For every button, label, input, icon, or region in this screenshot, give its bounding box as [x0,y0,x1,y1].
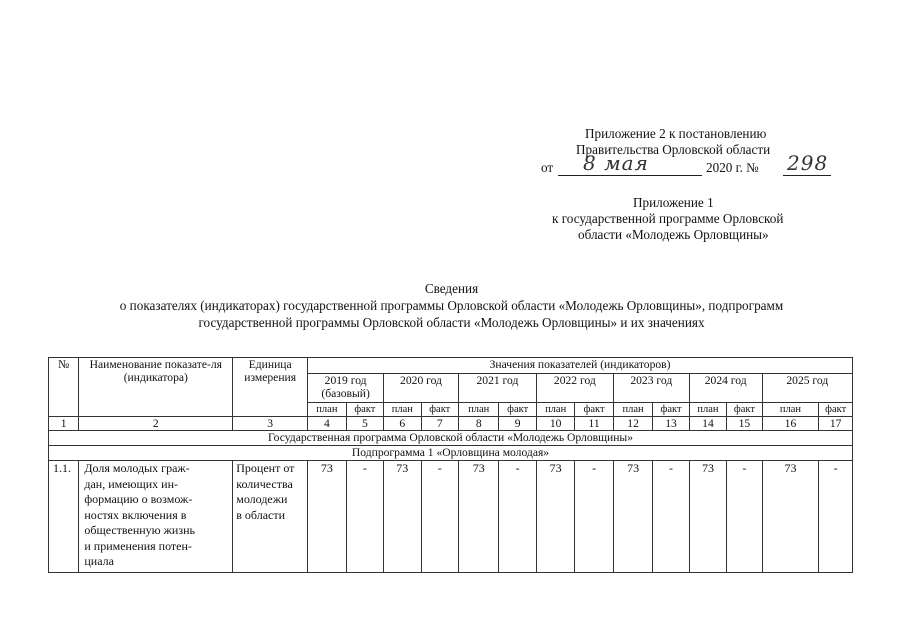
value-cell: - [727,461,762,573]
date-suffix: 2020 г. № [706,160,759,175]
header-plan: план [308,403,346,417]
value-cell: 73 [613,461,652,573]
title-line3: государственной программы Орловской области «Молодежь Орловщины» и их значениях [198,315,705,330]
table-row [49,461,853,573]
value-cell: 73 [536,461,574,573]
header-fact: факт [653,403,689,417]
value-cell: 73 [384,461,421,573]
header-fact: факт [727,403,762,417]
header-plan: план [458,403,498,417]
header-plan: план [762,403,819,417]
header-year: 2020 год [384,374,459,403]
header-plan: план [384,403,421,417]
value-cell: - [421,461,458,573]
appendix1-line3: области «Молодежь Орловщины» [578,227,769,242]
indicator-unit: Процент от количества молодежи в области [233,461,308,573]
appendix1-line2: к государственной программе Орловской [552,211,784,226]
column-number: 9 [499,417,536,431]
column-number: 1 [49,417,79,431]
handwritten-date: 8 мая [583,151,649,175]
appendix1-line1: Приложение 1 [633,195,714,210]
column-number: 10 [536,417,574,431]
column-number: 6 [384,417,421,431]
value-cell: - [346,461,383,573]
header-unit: Единица измерения [233,358,308,417]
header-fact: факт [575,403,613,417]
value-cell: - [499,461,536,573]
column-number: 2 [79,417,233,431]
header-name: Наименование показате-ля (индикатора) [79,358,233,417]
header-fact: факт [421,403,458,417]
column-number: 7 [421,417,458,431]
column-number: 5 [346,417,383,431]
header-no: № [49,358,79,417]
appendix2-line1: Приложение 2 к постановлению [585,126,767,141]
header-plan: план [689,403,726,417]
header-plan: план [536,403,574,417]
value-cell: 73 [762,461,819,573]
value-cell: 73 [458,461,498,573]
indicators-table [48,357,853,573]
header-plan: план [613,403,652,417]
subsection-title: Подпрограмма 1 «Орловщина молодая» [49,446,853,461]
title-line2: о показателях (индикаторах) государственной программы Орловской области «Молодежь Орловщины», подпрограмм [119,298,784,313]
column-number: 4 [308,417,346,431]
column-number: 11 [575,417,613,431]
header-year: 2023 год [613,374,689,403]
value-cell: 73 [308,461,346,573]
header-fact: факт [499,403,536,417]
value-cell: 73 [689,461,726,573]
column-number: 15 [727,417,762,431]
header-year: 2022 год [536,374,613,403]
column-number: 17 [819,417,853,431]
header-fact: факт [819,403,853,417]
column-number: 3 [233,417,308,431]
header-fact: факт [346,403,383,417]
indicator-name: Доля молодых граж- дан, имеющих ин- формацию о возмож- ностях включения в общественную жизнь и применения потен- циала [79,461,233,573]
column-number: 16 [762,417,819,431]
date-prefix: от [541,160,554,175]
column-number: 14 [689,417,726,431]
row-number: 1.1. [49,461,79,573]
column-number: 8 [458,417,498,431]
header-year: 2021 год [458,374,536,403]
header-year: 2024 год [689,374,762,403]
value-cell: - [819,461,853,573]
value-cell: - [653,461,689,573]
column-number: 13 [653,417,689,431]
title-line1: Сведения [424,281,479,296]
value-cell: - [575,461,613,573]
header-values: Значения показателей (индикаторов) [308,358,853,374]
header-year: 2019 год (базовый) [308,374,384,403]
handwritten-number: 298 [787,151,829,175]
appendix2-line2: Правительства Орловской области [576,142,771,157]
header-year: 2025 год [762,374,852,403]
section-title: Государственная программа Орловской области «Молодежь Орловщины» [49,431,853,446]
column-number: 12 [613,417,652,431]
